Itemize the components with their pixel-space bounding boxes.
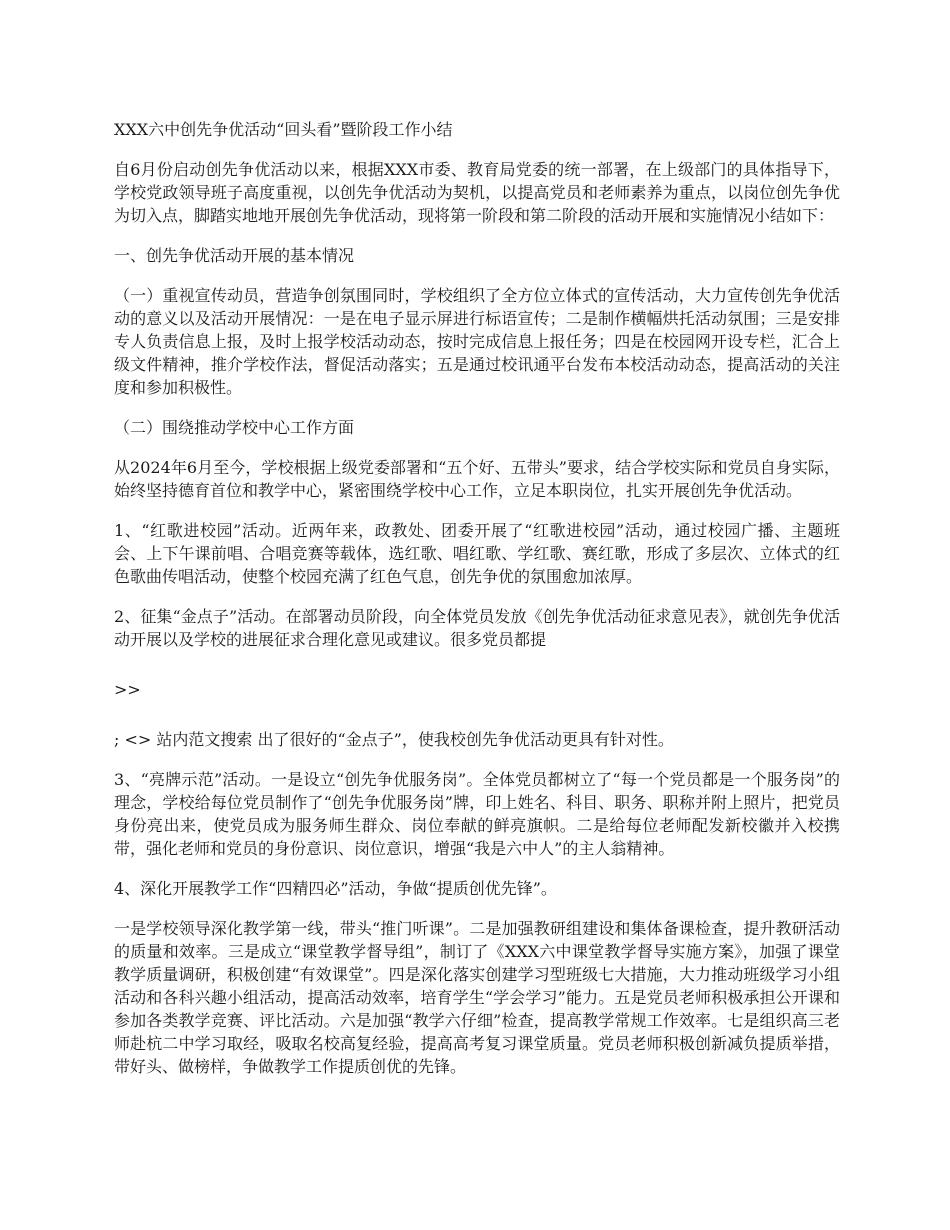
item-4-paragraph: 一是学校领导深化教学第一线，带头“推门听课”。二是加强教研组建设和集体备课检查，提升教研活动的质量和效率。三是成立“课堂教学督导组”，制订了《XXX六中课堂教学督导实施方案》，加强了课堂教学质量调研，积极创建“有效课堂”。四是深化落实创建学习型班级七大措施，大力推动班级学习小组活动和各科兴趣小组活动，提高活动效率，培育学生“学会学习”能力。五是党员老师积极承担公开课和参加各类教学竞赛、评比活动。六是加强“教学六仔细”检查，提高教学常规工作效率。七是组织高三老师赴杭二中学习取经，吸取名校高复经验，提高高考复习课堂质量。党员老师积极创新减负提质举措，带好头、做榜样，争做教学工作提质创优的先锋。 [114, 919, 840, 1076]
item-4-heading: 4、深化开展教学工作“四精四必”活动，争做“提质创优先锋”。 [114, 879, 557, 898]
section-1-paragraph: （一）重视宣传动员，营造争创氛围同时，学校组织了全方位立体式的宣传活动，大力宣传创先争优活动的意义以及活动开展情况：一是在电子显示屏进行标语宣传；二是制作横幅烘托活动氛围；三是安排专人负责信息上报，及时上报学校活动动态，按时完成信息上报任务；四是在校园网开设专栏，汇合上级文件精神，推介学校作法，督促活动落实；五是通过校讯通平台发布本校活动动态，提高活动的关注度和参加积极性。 [114, 286, 840, 397]
item-1-paragraph: 1、“红歌进校园”活动。近两年来，政教处、团委开展了“红歌进校园”活动，通过校园广播、主题班会、上下午课前唱、合唱竞赛等载体，选红歌、唱红歌、学红歌、赛红歌，形成了多层次、立体式的红色歌曲传唱活动，使整个校园充满了红色气息，创先争优的氛围愈加浓厚。 [114, 521, 840, 586]
section-2-heading: （二）围绕推动学校中心工作方面 [114, 418, 355, 437]
site-search-line: ; <> 站内范文搜索 出了很好的“金点子”，使我校创先争优活动更具有针对性。 [114, 730, 674, 749]
more-link[interactable]: >> [114, 680, 141, 699]
item-3-paragraph: 3、“亮牌示范”活动。一是设立“创先争优服务岗”。全体党员都树立了“每一个党员都是一个服务岗”的理念，学校给每位党员制作了“创先争优服务岗”牌，印上姓名、科目、职务、职称并附上照片，把党员身份亮出来，使党员成为服务师生群众、岗位奉献的鲜亮旗帜。二是给每位老师配发新校徽并入校携带，强化老师和党员的身份意识、岗位意识，增强“我是六中人”的主人翁精神。 [114, 770, 840, 858]
item-2-paragraph: 2、征集“金点子”活动。在部署动员阶段，向全体党员发放《创先争优活动征求意见表》，就创先争优活动开展以及学校的进展征求合理化意见或建议。很多党员都提 [114, 607, 840, 649]
intro-paragraph: 自6月份启动创先争优活动以来，根据XXX市委、教育局党委的统一部署，在上级部门的具体指导下，学校党政领导班子高度重视，以创先争优活动为契机，以提高党员和老师素养为重点，以岗位创先争优为切入点，脚踏实地地开展创先争优活动，现将第一阶段和第二阶段的活动开展和实施情况小结如下： [114, 160, 840, 225]
document-body [114, 118, 840, 1078]
section-2-intro: 从2024年6月至今，学校根据上级党委部署和“五个好、五带头”要求，结合学校实际和党员自身实际，始终坚持德育首位和教学中心，紧密围绕学校中心工作，立足本职岗位，扎实开展创先争优活动。 [114, 458, 840, 500]
section-1-heading: 一、创先争优活动开展的基本情况 [114, 246, 355, 265]
document-title: XXX六中创先争优活动“回头看”暨阶段工作小结 [114, 120, 453, 139]
